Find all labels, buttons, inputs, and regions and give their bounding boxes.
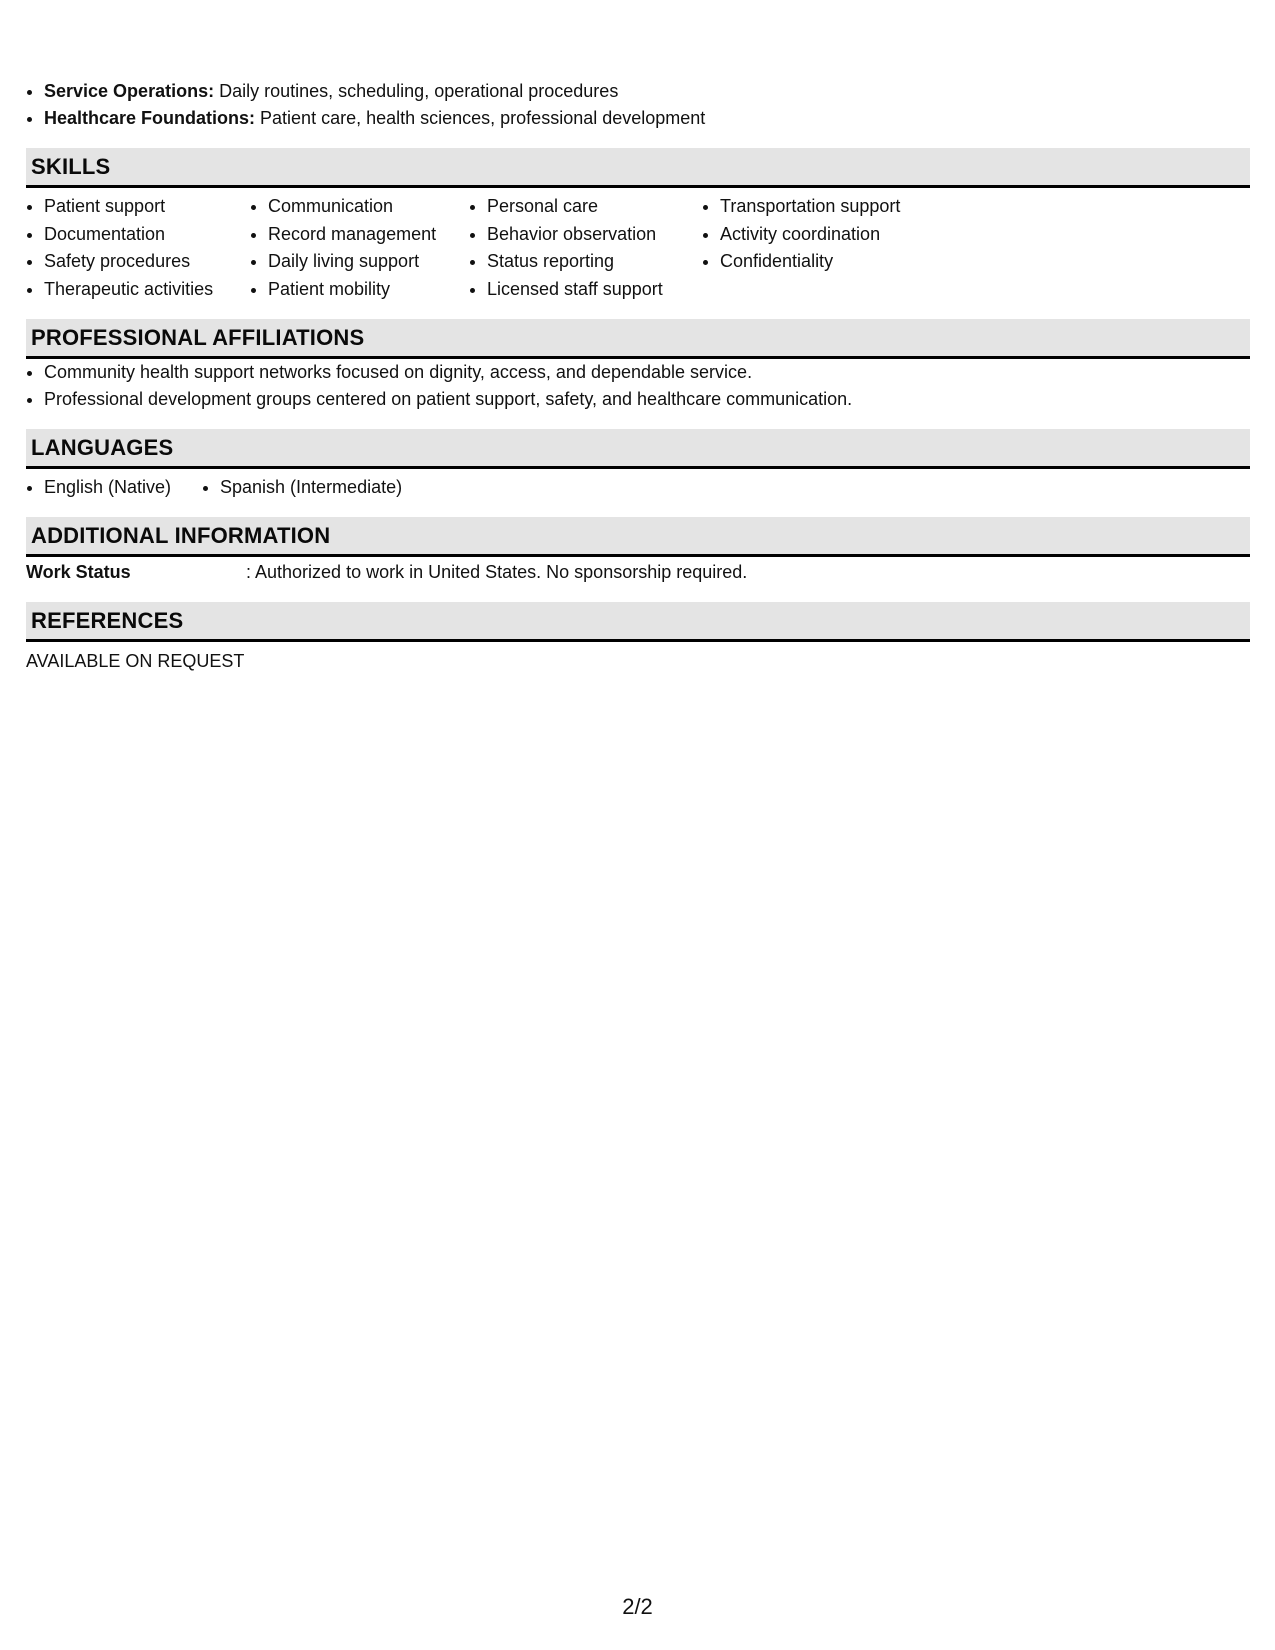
section-heading: REFERENCES (26, 602, 1250, 642)
work-status-value: : Authorized to work in United States. No sponsorship required. (246, 562, 748, 582)
skill-item: • Record management (268, 221, 469, 249)
work-status-label: Work Status (26, 562, 131, 582)
skill-item: • Patient mobility (268, 276, 469, 304)
page-number: 2/2 (622, 1594, 653, 1619)
skills-section (26, 148, 1250, 303)
intro-list (26, 78, 1250, 132)
affiliations-section (26, 319, 1250, 413)
section-heading: PROFESSIONAL AFFILIATIONS (26, 319, 1250, 359)
skill-item: • Activity coordination (720, 221, 950, 249)
affiliation-item: • Community health support networks focused on dignity, access, and dependable service. (44, 359, 1250, 386)
skills-column (702, 193, 950, 303)
skills-grid (26, 188, 1250, 303)
skill-item: • Therapeutic activities (44, 276, 250, 304)
languages-list (26, 469, 1250, 501)
resume-page (26, 78, 1250, 675)
skill-item: • Communication (268, 193, 469, 221)
skill-item: • Safety procedures (44, 248, 250, 276)
work-status-row (26, 557, 1250, 586)
skill-item: • Patient support (44, 193, 250, 221)
language-item: • English (Native) (44, 474, 202, 501)
section-heading: LANGUAGES (26, 429, 1250, 469)
references-text: AVAILABLE ON REQUEST (26, 651, 245, 671)
language-column (202, 474, 402, 501)
skill-item: • Licensed staff support (487, 276, 702, 304)
skill-item: • Documentation (44, 221, 250, 249)
list-item (44, 78, 1250, 105)
languages-section (26, 429, 1250, 501)
affiliation-item: • Professional development groups centered on patient support, safety, and healthcare communication. (44, 386, 1250, 413)
item-text: Patient care, health sciences, professional development (255, 108, 706, 128)
skill-item: • Personal care (487, 193, 702, 221)
item-label: Healthcare Foundations: (44, 108, 256, 128)
affiliations-list (26, 359, 1250, 413)
skill-item: • Confidentiality (720, 248, 950, 276)
skill-item: • Status reporting (487, 248, 702, 276)
item-text: Daily routines, scheduling, operational procedures (214, 81, 619, 101)
skill-item: • Daily living support (268, 248, 469, 276)
language-item: • Spanish (Intermediate) (220, 474, 402, 501)
skills-column (469, 193, 702, 303)
language-column (26, 474, 202, 501)
additional-info-section (26, 517, 1250, 586)
references-section (26, 602, 1250, 675)
skills-column (250, 193, 469, 303)
section-heading: ADDITIONAL INFORMATION (26, 517, 1250, 557)
skill-item: • Transportation support (720, 193, 950, 221)
section-heading: SKILLS (26, 148, 1250, 188)
list-item (44, 105, 1250, 132)
item-label: Service Operations: (44, 81, 215, 101)
skills-column (26, 193, 250, 303)
skill-item: • Behavior observation (487, 221, 702, 249)
